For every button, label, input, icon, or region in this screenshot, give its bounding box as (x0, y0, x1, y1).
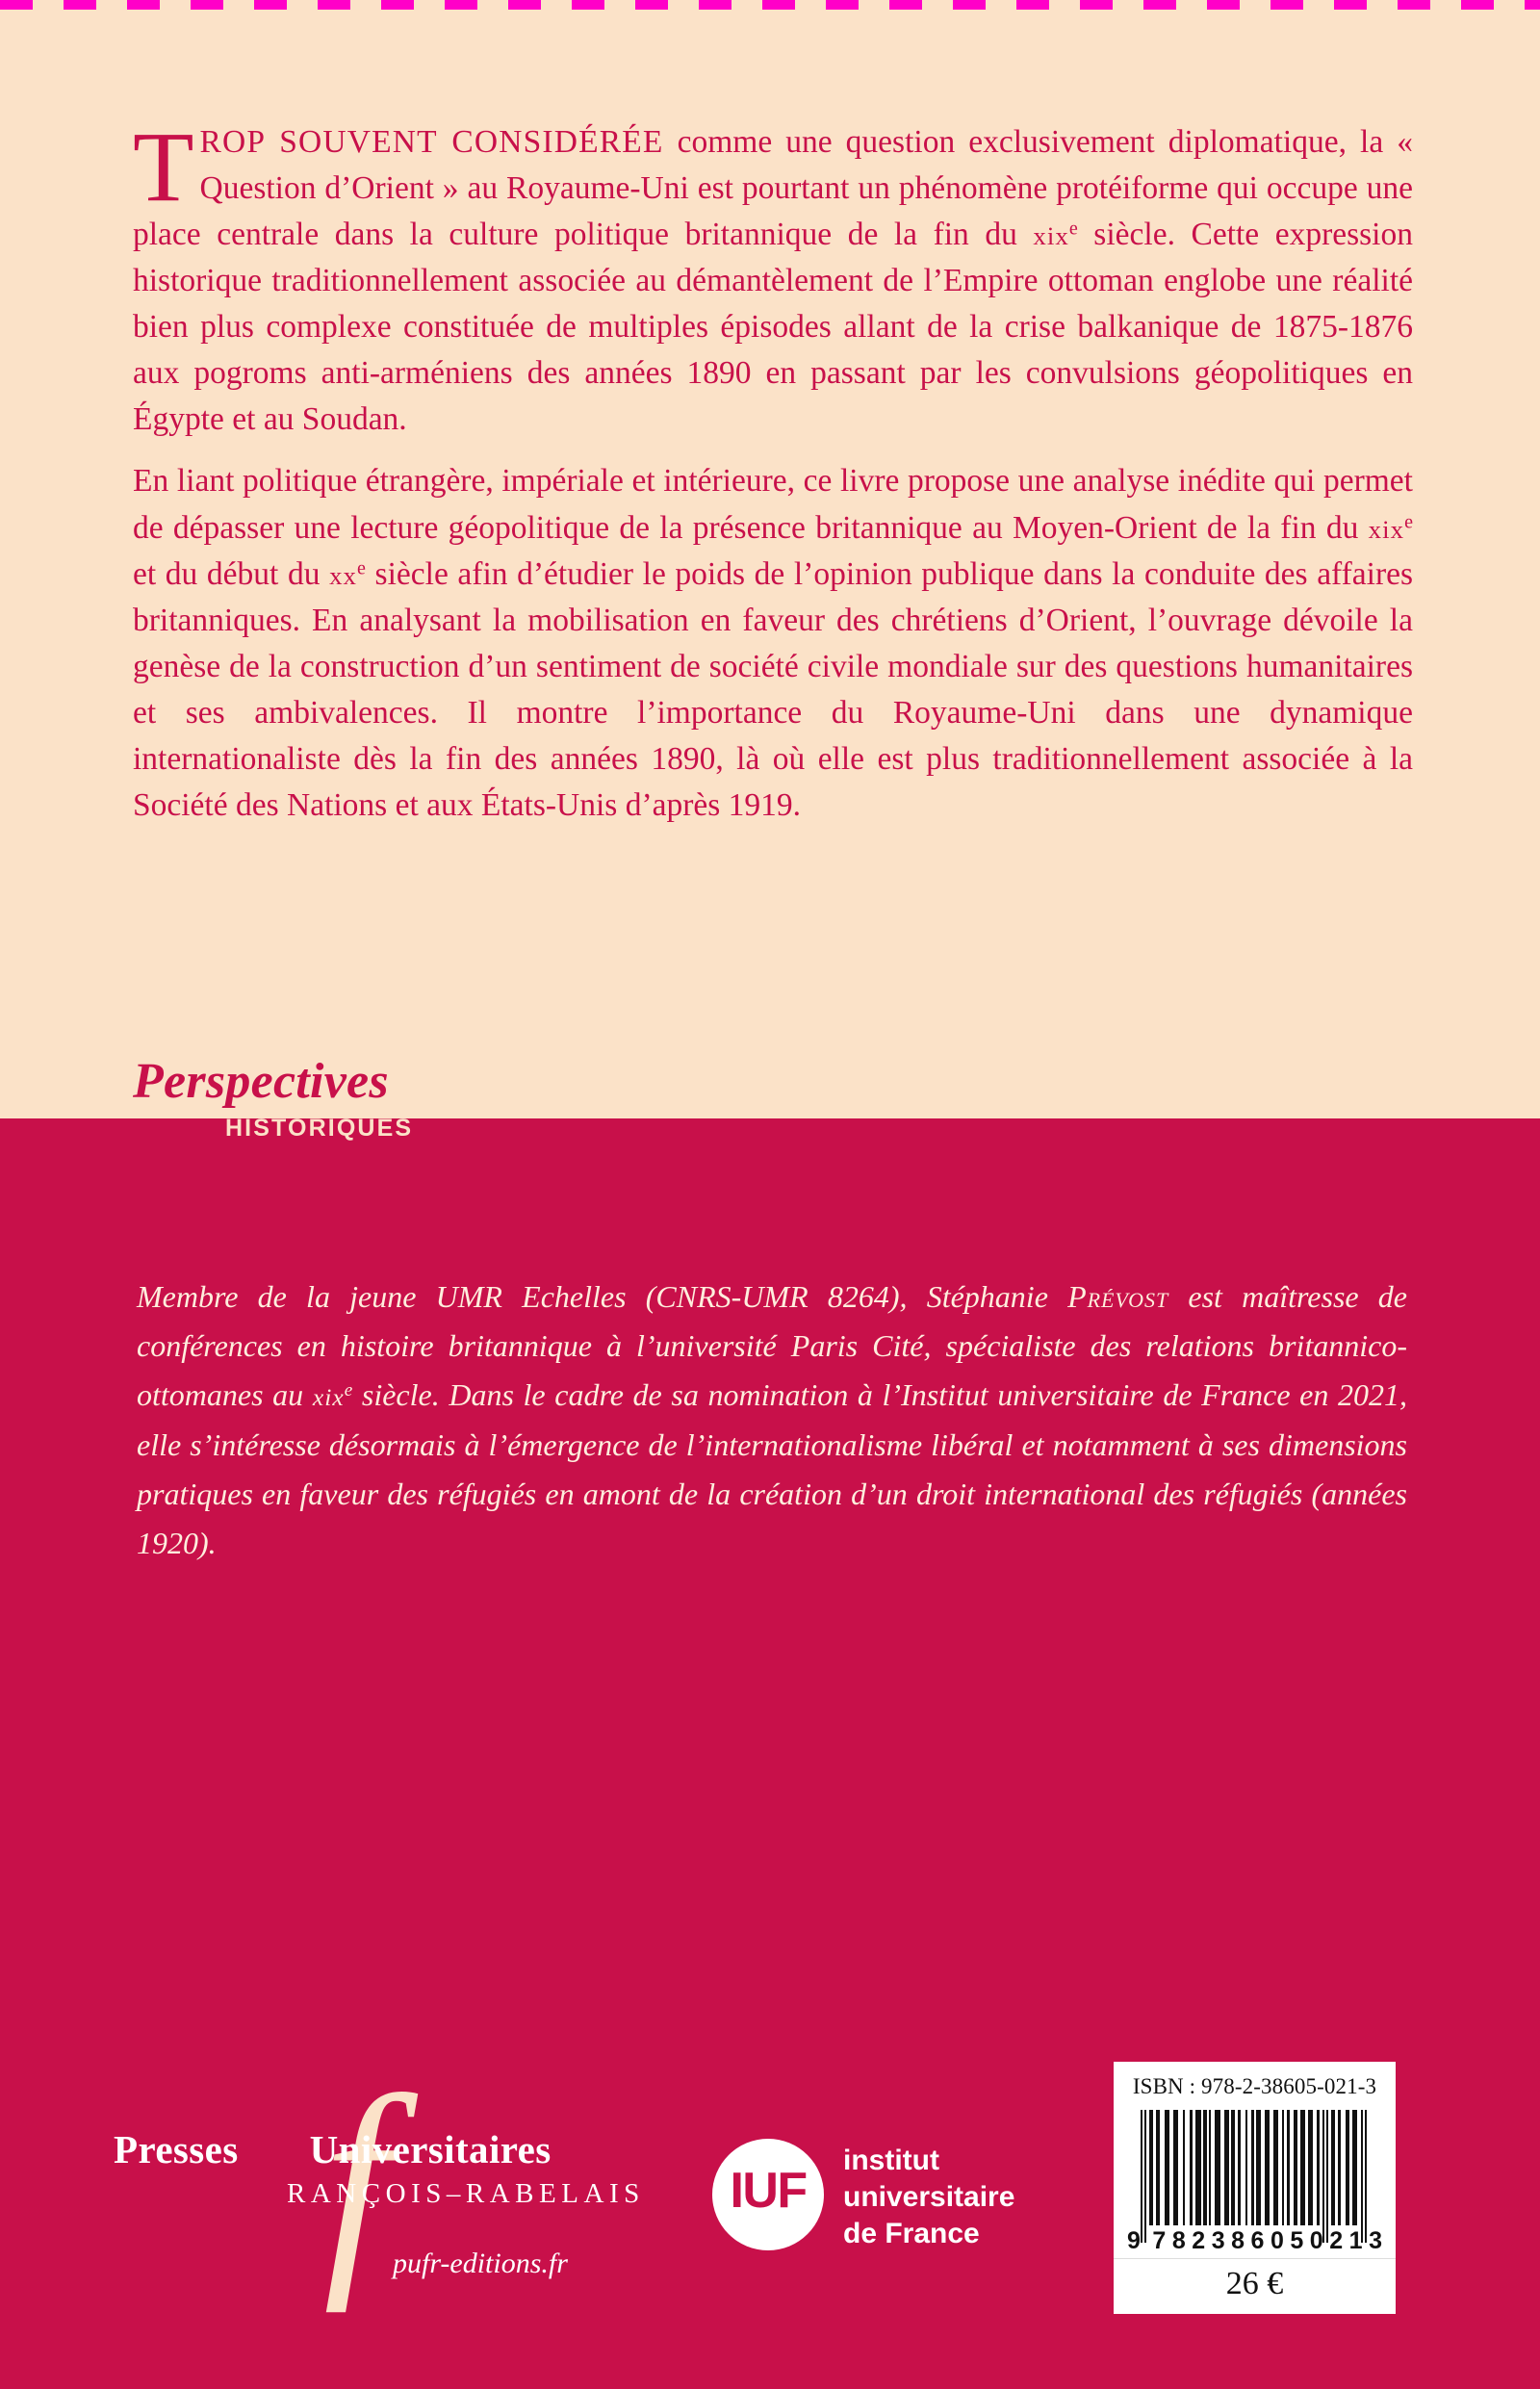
publisher-logo-pufr (114, 2047, 645, 2315)
blurb-p2-b: et du début du (133, 555, 330, 592)
barcode-digit: 8 (1171, 2227, 1186, 2254)
pufr-line1 (114, 2126, 614, 2172)
pufr-line2: RANÇOIS–RABELAIS (287, 2178, 645, 2209)
barcode-bar (1144, 2110, 1146, 2243)
price-label: 26 € (1225, 2266, 1284, 2301)
publisher-website[interactable]: pufr-editions.fr (393, 2248, 568, 2279)
bio-b: est maîtresse de conférences en histoire britannique à l’université Paris Cité, spécialiste des relations britannico-ottomanes au (137, 1279, 1408, 1413)
barcode-bar (1165, 2110, 1169, 2225)
barcode-bar (1215, 2110, 1220, 2225)
author-lastname: Prévost (1067, 1279, 1169, 1314)
century-xx: xx (329, 560, 358, 590)
barcode-bar (1251, 2110, 1254, 2225)
barcode-bar (1361, 2110, 1363, 2243)
barcode-digit: 8 (1231, 2227, 1245, 2254)
barcode-digit: 7 (1152, 2227, 1167, 2254)
barcode-bar (1338, 2110, 1341, 2225)
barcode-digits (1127, 2227, 1382, 2255)
barcode-digit: 3 (1211, 2227, 1225, 2254)
barcode-bar (1190, 2110, 1193, 2225)
barcode-graphic (1141, 2110, 1370, 2225)
century-ordinal-2: e (1404, 511, 1413, 533)
barcode-bar (1265, 2110, 1270, 2225)
barcode-bar (1195, 2110, 1201, 2225)
isbn-barcode-block (1114, 2062, 1396, 2314)
collection-subtitle: HISTORIQUES (225, 1115, 414, 1142)
barcode-bar (1294, 2110, 1297, 2225)
blurb-paragraph-2 (133, 458, 1413, 829)
barcode-digit: 6 (1250, 2227, 1265, 2254)
collection-badge (133, 1054, 537, 1163)
iuf-line1: institut (843, 2145, 939, 2176)
century-xix-2: xix (1368, 514, 1405, 544)
iuf-monogram: IUF (730, 2163, 807, 2219)
barcode-bar (1346, 2110, 1349, 2225)
bio-century-ordinal: e (344, 1380, 353, 1401)
barcode-bar (1300, 2110, 1305, 2225)
barcode-bar (1256, 2110, 1261, 2225)
barcode-bar (1322, 2110, 1324, 2243)
pufr-word-universitaires: Universitaires (309, 2127, 552, 2171)
barcode-bar (1203, 2110, 1207, 2225)
iuf-line3: de France (843, 2217, 980, 2249)
blurb-p2-a: En liant politique étrangère, impériale et intérieure, ce livre propose une analyse inédite qui permet de dépasser une lecture géopolitique de la présence britannique au Moyen-Orient de la fin du (133, 463, 1413, 546)
barcode-bar (1365, 2110, 1367, 2243)
divider (1114, 2258, 1396, 2259)
isbn-label: ISBN : 978-2-38605-021-3 (1132, 2074, 1377, 2098)
drop-cap: T (133, 112, 194, 222)
barcode-bar (1156, 2110, 1160, 2225)
barcode-bar (1209, 2110, 1211, 2225)
barcode-bar (1282, 2110, 1284, 2225)
crop-mark-dashes (0, 0, 1540, 10)
century-ordinal-3: e (357, 557, 366, 579)
bio-c: siècle. Dans le cadre de sa nomination à l’Institut universitaire de France en 2021, elle s’intéresse désormais à l’émergence de l’internationalisme libéral et notamment à ses dimensions pratiques en faveur des réfugiés en amont de la création d’un droit international des réfugiés (années 1920). (137, 1377, 1408, 1560)
barcode-bar (1245, 2110, 1247, 2225)
barcode-digit: 0 (1309, 2227, 1323, 2254)
pufr-word-presses: Presses (114, 2127, 239, 2171)
barcode-bar (1308, 2110, 1313, 2225)
iuf-logo (712, 2139, 1040, 2264)
century-xix-1: xix (1033, 221, 1069, 251)
barcode-digit: 2 (1192, 2227, 1206, 2254)
barcode-digit: 0 (1270, 2227, 1284, 2254)
barcode-bar (1224, 2110, 1229, 2225)
author-biography (137, 1272, 1407, 1568)
blurb-opening-smallcaps: ROP SOUVENT CONSIDÉRÉE (199, 124, 664, 160)
barcode-bar (1238, 2110, 1241, 2225)
barcode-bar (1273, 2110, 1278, 2225)
barcode-bar (1183, 2110, 1185, 2225)
barcode-bar (1352, 2110, 1357, 2225)
barcode-bar (1331, 2110, 1335, 2225)
century-ordinal-1: e (1068, 218, 1078, 240)
barcode-digit: 1 (1348, 2227, 1363, 2254)
barcode-bar (1317, 2110, 1320, 2225)
iuf-disc-icon (712, 2139, 824, 2250)
barcode-bar (1149, 2110, 1153, 2225)
barcode-digit: 9 (1127, 2227, 1141, 2254)
barcode-bar (1231, 2110, 1235, 2225)
barcode-digit: 3 (1369, 2227, 1382, 2254)
bio-a: Membre de la jeune UMR Echelles (CNRS-UMR 8264), Stéphanie (137, 1279, 1068, 1314)
pufr-script-f-icon: f (323, 2047, 391, 2314)
barcode-bar (1141, 2110, 1142, 2243)
barcode-bar (1287, 2110, 1290, 2225)
iuf-line2: universitaire (843, 2180, 1015, 2213)
bio-century-xix: xix (312, 1383, 345, 1412)
barcode-digit: 5 (1290, 2227, 1304, 2254)
iuf-wordmark (843, 2143, 1014, 2251)
barcode-digit: 2 (1329, 2227, 1344, 2254)
back-cover-blurb (133, 112, 1414, 833)
blurb-p1-tail: siècle. Cette expression historique traditionnellement associée au démantèlement de l’Empire ottoman englobe une réalité bien plus complexe constituée de multiples épisodes allant de la crise balkanique de 1875-1876 aux pogroms anti-arméniens des années 1890 en passant par les convulsions géopolitiques en Égypte et au Soudan. (133, 217, 1413, 438)
barcode-bar (1326, 2110, 1328, 2243)
blurb-p2-c: siècle afin d’étudier le poids de l’opinion publique dans la conduite des affaires britanniques. En analysant la mobilisation en faveur des chrétiens d’Orient, l’ouvrage dévoile la genèse de la construction d’un sentiment de société civile mondiale sur des questions humanitaires et ses ambivalences. Il montre l’importance du Royaume-Uni dans une dynamique internationaliste dès la fin des années 1890, là où elle est plus traditionnellement associée à la Société des Nations et aux États-Unis d’après 1919. (133, 555, 1414, 823)
collection-name: Perspectives (133, 1054, 389, 1109)
blurb-p1-body: comme une question exclusivement diplomatique, la « Question d’Orient » au Royaume-Uni est pourtant un phénomène protéiforme qui occupe une place centrale dans la culture politique britannique de la fin du (133, 124, 1413, 253)
blurb-paragraph-1 (133, 112, 1413, 443)
barcode-bar (1173, 2110, 1178, 2225)
